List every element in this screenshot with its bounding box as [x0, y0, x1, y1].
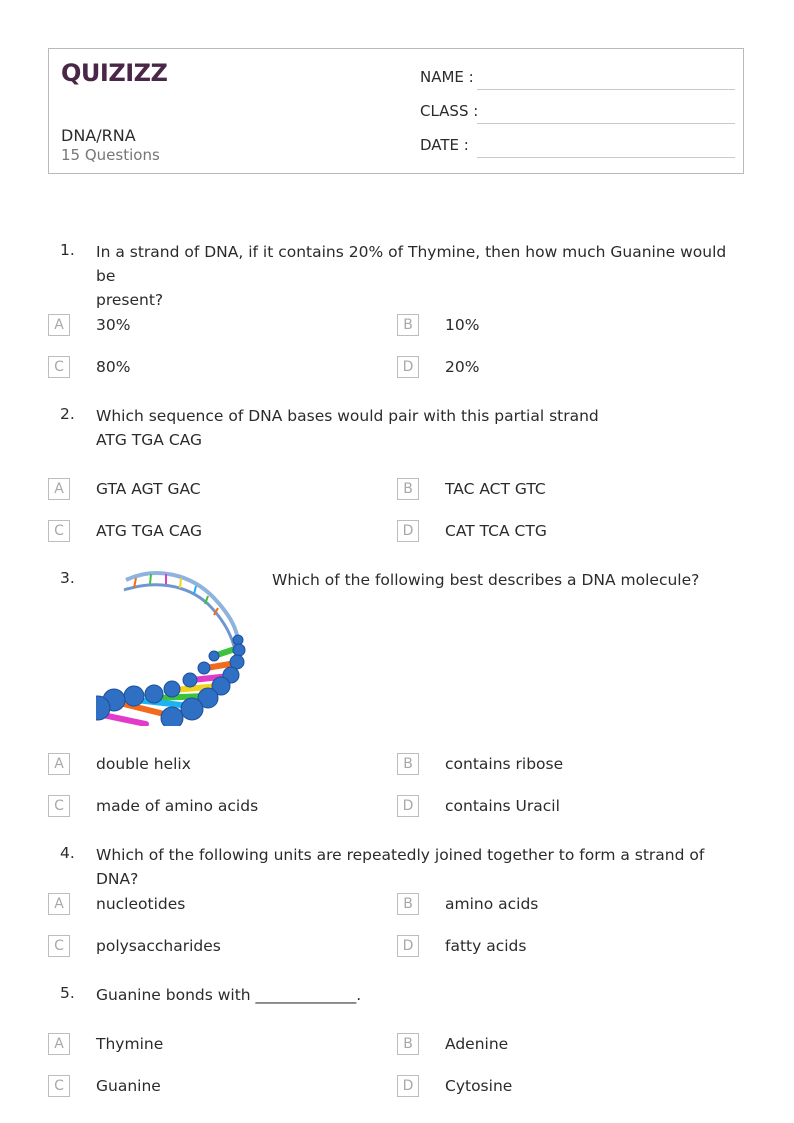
question-text: [96, 983, 736, 1007]
question-line: In a strand of DNA, if it contains 20% of Thymine, then how much Guanine would be: [96, 243, 727, 285]
option-letter-box[interactable]: B: [397, 893, 419, 915]
question-count: 15 Questions: [61, 146, 160, 164]
name-line[interactable]: [477, 89, 735, 90]
option-text[interactable]: 10%: [445, 316, 480, 334]
option-letter-box[interactable]: B: [397, 314, 419, 336]
option-text[interactable]: contains ribose: [445, 755, 564, 773]
option-text[interactable]: amino acids: [445, 895, 539, 913]
option-letter-box[interactable]: D: [397, 356, 419, 378]
option-letter-box[interactable]: D: [397, 520, 419, 542]
option-text[interactable]: 20%: [445, 358, 480, 376]
option-text[interactable]: ATG TGA CAG: [96, 522, 202, 540]
option-text[interactable]: double helix: [96, 755, 191, 773]
option-letter-box[interactable]: D: [397, 935, 419, 957]
option-text[interactable]: GTA AGT GAC: [96, 480, 201, 498]
date-line[interactable]: [477, 157, 735, 158]
option-text[interactable]: nucleotides: [96, 895, 186, 913]
question-line: Which sequence of DNA bases would pair with this partial strand: [96, 407, 599, 425]
option-text[interactable]: 30%: [96, 316, 131, 334]
dna-helix-image: [96, 568, 248, 726]
class-field[interactable]: [420, 102, 735, 124]
option-text[interactable]: Guanine: [96, 1077, 161, 1095]
class-line[interactable]: [477, 123, 735, 124]
option-text[interactable]: Adenine: [445, 1035, 509, 1053]
question-text: [96, 404, 736, 452]
name-field[interactable]: [420, 68, 735, 90]
date-field[interactable]: [420, 136, 735, 158]
question-line: Which of the following best describes a DNA molecule?: [272, 571, 700, 589]
option-letter-box[interactable]: B: [397, 1033, 419, 1055]
question-text: [96, 240, 736, 312]
question-line: present?: [96, 291, 164, 309]
option-text[interactable]: fatty acids: [445, 937, 527, 955]
question-number: 4.: [60, 844, 75, 862]
question-number: 5.: [60, 984, 75, 1002]
question-text: [272, 568, 742, 592]
option-text[interactable]: TAC ACT GTC: [445, 480, 546, 498]
name-label: NAME :: [420, 68, 474, 86]
option-letter-box[interactable]: A: [48, 753, 70, 775]
option-letter-box[interactable]: B: [397, 478, 419, 500]
class-label: CLASS :: [420, 102, 479, 120]
question-number: 2.: [60, 405, 75, 423]
option-text[interactable]: contains Uracil: [445, 797, 560, 815]
date-label: DATE :: [420, 136, 469, 154]
option-letter-box[interactable]: C: [48, 356, 70, 378]
option-text[interactable]: 80%: [96, 358, 131, 376]
question-line: Which of the following units are repeatedly joined together to form a strand of DNA?: [96, 846, 705, 888]
option-letter-box[interactable]: C: [48, 795, 70, 817]
option-letter-box[interactable]: A: [48, 478, 70, 500]
worksheet-title: DNA/RNA: [61, 126, 136, 145]
option-letter-box[interactable]: A: [48, 314, 70, 336]
option-text[interactable]: polysaccharides: [96, 937, 221, 955]
question-number: 3.: [60, 569, 75, 587]
option-text[interactable]: made of amino acids: [96, 797, 259, 815]
question-line: ATG TGA CAG: [96, 431, 202, 449]
option-letter-box[interactable]: B: [397, 753, 419, 775]
option-letter-box[interactable]: D: [397, 795, 419, 817]
option-letter-box[interactable]: A: [48, 1033, 70, 1055]
question-line: Guanine bonds with _____________.: [96, 986, 362, 1004]
option-text[interactable]: CAT TCA CTG: [445, 522, 547, 540]
option-text[interactable]: Thymine: [96, 1035, 164, 1053]
option-letter-box[interactable]: D: [397, 1075, 419, 1097]
question-text: [96, 843, 736, 891]
option-letter-box[interactable]: C: [48, 935, 70, 957]
option-letter-box[interactable]: A: [48, 893, 70, 915]
option-text[interactable]: Cytosine: [445, 1077, 513, 1095]
question-number: 1.: [60, 241, 75, 259]
option-letter-box[interactable]: C: [48, 1075, 70, 1097]
quizizz-logo: QUIZIZZ: [61, 59, 168, 87]
option-letter-box[interactable]: C: [48, 520, 70, 542]
worksheet-header: [48, 48, 744, 174]
